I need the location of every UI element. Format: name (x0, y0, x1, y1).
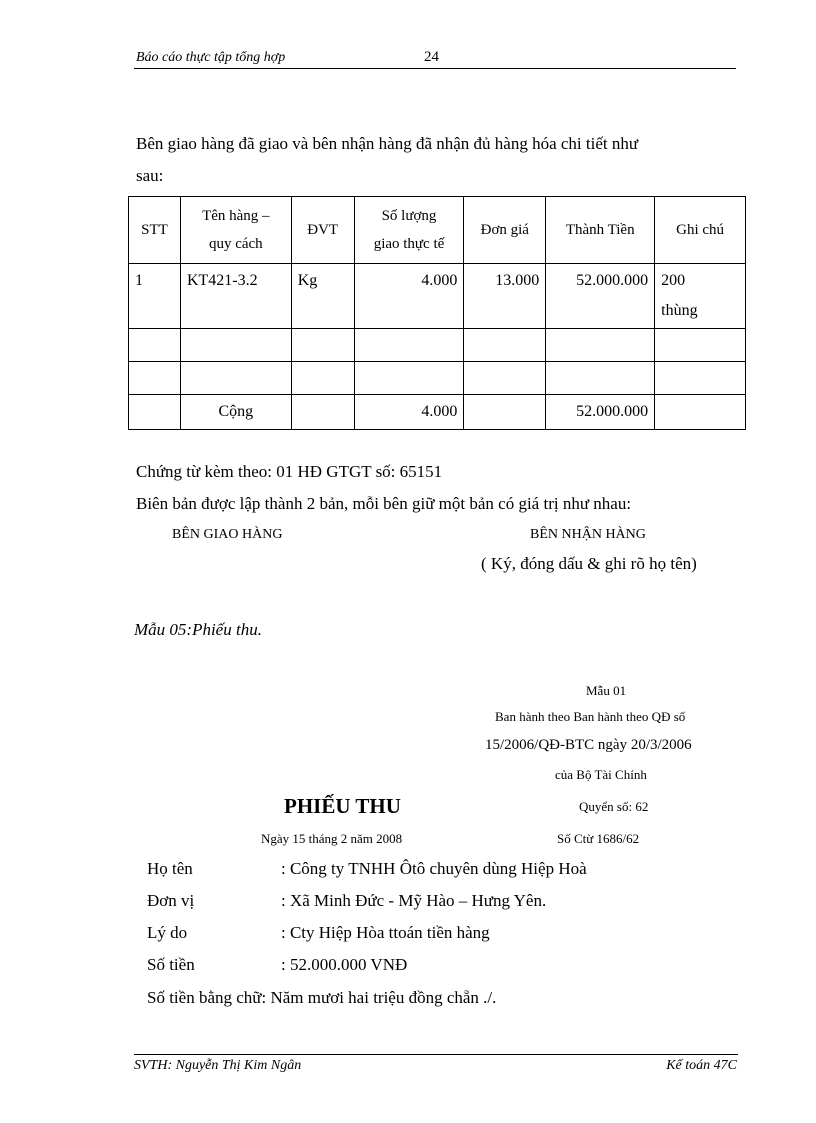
form-label: Mẫu 05:Phiếu thu. (134, 620, 262, 639)
col-qty (354, 197, 464, 264)
amount-in-words: Số tiền bằng chữ: Năm mươi hai triệu đồng chẵn ./. (147, 988, 497, 1007)
field-reason-label: Lý do (147, 923, 188, 942)
col-name-line1: Tên hàng – (202, 208, 270, 224)
field-reason-value: : Cty Hiệp Hòa ttoán tiền hàng (281, 923, 490, 942)
footer-rule (134, 1054, 738, 1055)
signature-receiver: BÊN NHẬN HÀNG (530, 527, 646, 542)
total-label: Cộng (180, 395, 291, 430)
col-name-line2: quy cách (208, 236, 263, 252)
receipt-decision: 15/2006/QĐ-BTC ngày 20/3/2006 (485, 737, 692, 753)
receipt-book-number: Quyển số: 62 (579, 799, 649, 814)
field-unit-label: Đơn vị (147, 891, 195, 910)
col-qty-line1: Số lượng (381, 208, 437, 224)
field-amount-label: Số tiền (147, 955, 195, 974)
page-number: 24 (424, 49, 439, 65)
footer-author: SVTH: Nguyễn Thị Kim Ngân (134, 1058, 302, 1073)
total-qty: 4.000 (354, 395, 464, 430)
table-total-row (129, 395, 746, 430)
cell-qty: 4.000 (354, 264, 464, 329)
intro-line-2: sau: (136, 166, 164, 185)
field-name-value: : Công ty TNHH Ôtô chuyên dùng Hiệp Hoà (281, 859, 587, 878)
col-price: Đơn giá (464, 197, 546, 264)
cell-price: 13.000 (464, 264, 546, 329)
footer-class: Kế toán 47C (666, 1058, 737, 1073)
col-stt: STT (129, 197, 181, 264)
col-name (180, 197, 291, 264)
intro-line-1: Bên giao hàng đã giao và bên nhận hàng đã nhận đủ hàng hóa chi tiết như (136, 134, 639, 153)
table-row (129, 264, 746, 329)
field-amount-value: : 52.000.000 VNĐ (281, 955, 408, 974)
field-unit-value: : Xã Minh Đức - Mỹ Hào – Hưng Yên. (281, 891, 547, 910)
receipt-title: PHIẾU THU (284, 794, 401, 818)
total-amount: 52.000.000 (546, 395, 655, 430)
col-unit: ĐVT (291, 197, 354, 264)
col-note: Ghi chú (655, 197, 746, 264)
table-row-empty (129, 362, 746, 395)
cell-unit: Kg (291, 264, 354, 329)
col-qty-line2: giao thực tế (373, 236, 445, 252)
signature-giver: BÊN GIAO HÀNG (172, 527, 283, 542)
header-rule (134, 68, 736, 69)
receipt-date: Ngày 15 tháng 2 năm 2008 (261, 831, 403, 846)
cell-name: KT421-3.2 (180, 264, 291, 329)
copies-statement: Biên bản được lập thành 2 bản, mỗi bên giữ một bản có giá trị như nhau: (136, 494, 632, 513)
cell-amount: 52.000.000 (546, 264, 655, 329)
cell-note-line1: 200 (661, 272, 686, 289)
col-amount: Thành Tiền (546, 197, 655, 264)
receipt-issued-by: Ban hành theo Ban hành theo QĐ số (495, 709, 686, 724)
receipt-ministry: của Bộ Tài Chính (555, 767, 647, 782)
table-row-empty (129, 329, 746, 362)
cell-note-line2: thùng (661, 302, 698, 319)
goods-table (128, 196, 746, 430)
cell-note (655, 264, 746, 329)
header-title: Báo cáo thực tập tổng hợp (136, 50, 286, 65)
attached-documents: Chứng từ kèm theo: 01 HĐ GTGT số: 65151 (136, 462, 443, 481)
signature-instruction: ( Ký, đóng dấu & ghi rõ họ tên) (481, 554, 697, 573)
cell-stt: 1 (129, 264, 181, 329)
receipt-form-code: Mẫu 01 (586, 683, 627, 698)
receipt-voucher-number: Số Ctừ 1686/62 (557, 831, 640, 846)
field-name-label: Họ tên (147, 859, 193, 878)
goods-table-header (129, 197, 746, 264)
